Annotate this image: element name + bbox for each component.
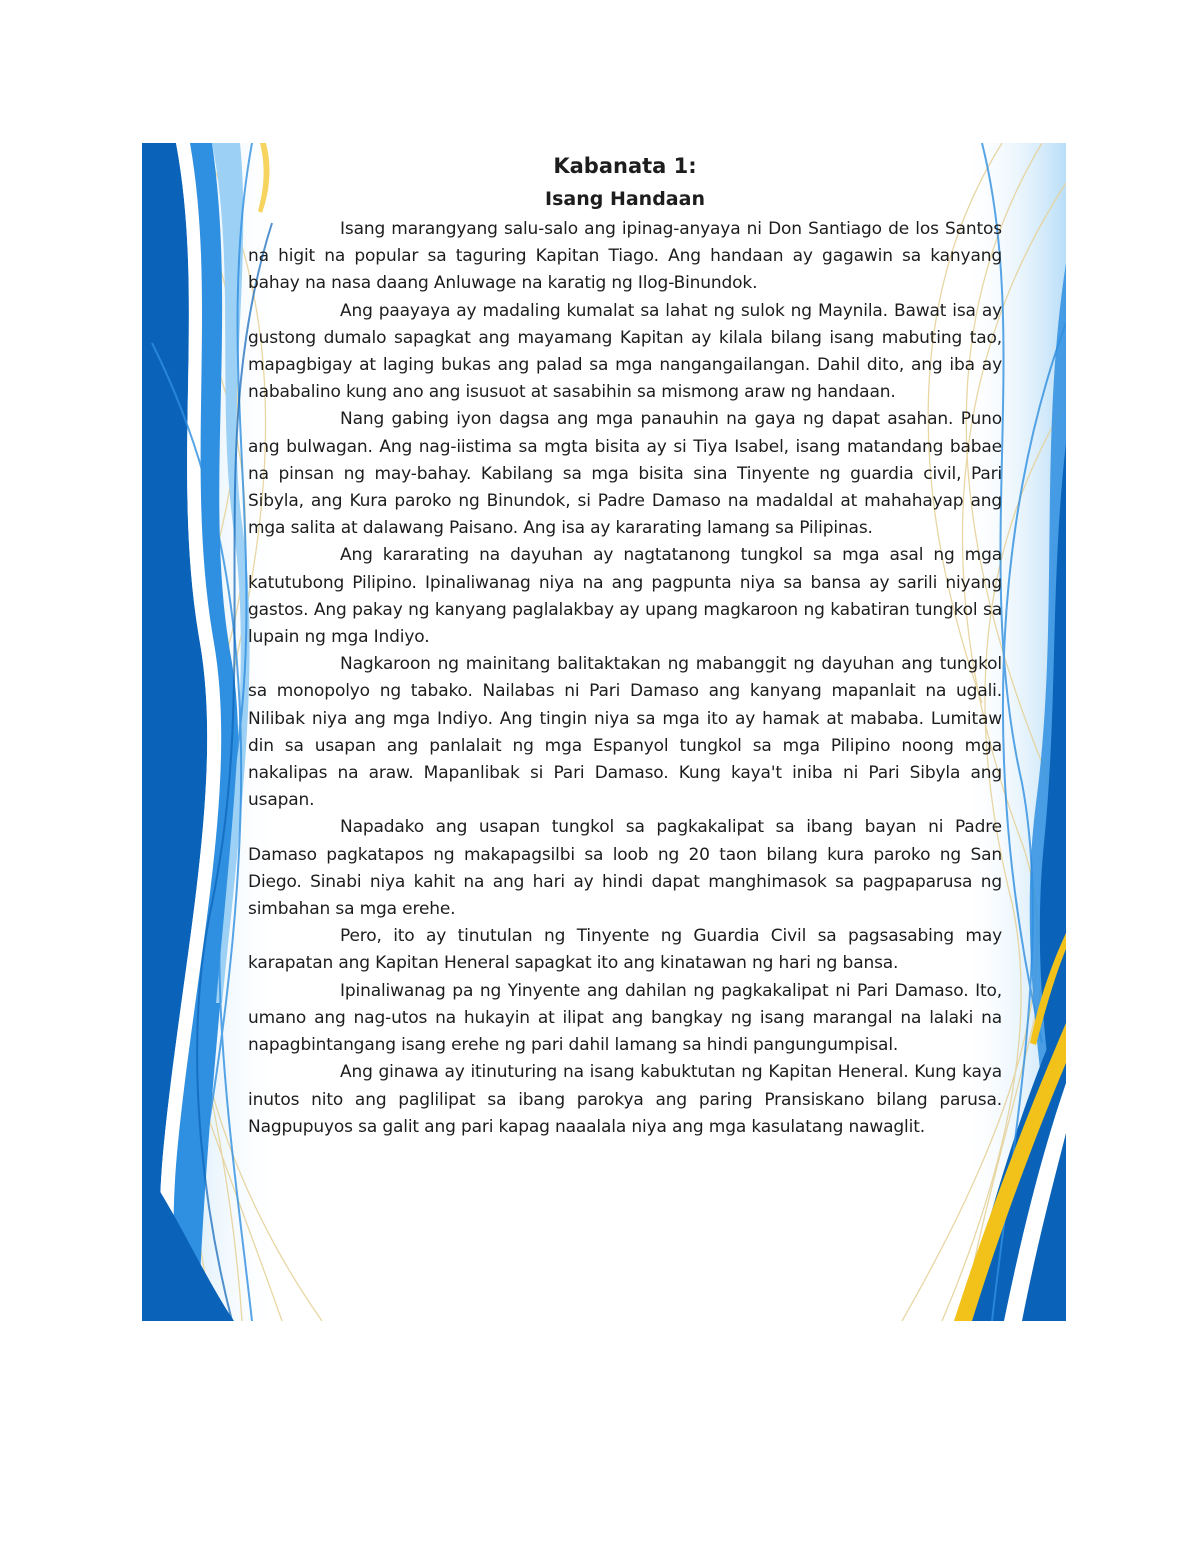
chapter-heading: Kabanata 1: <box>553 154 697 178</box>
paragraph: Nang gabing iyon dagsa ang mga panauhin na gaya ng dapat asahan. Puno ang bulwagan. Ang nag-iistima sa mgta bisita ay si Tiya Isabel, isang matandang babae na pinsan ng may-bahay. Kabilang sa mga bisita sina Tinyente ng guardia civil, Pari Sibyla, ang Kura paroko ng Binundok, si Padre Damaso na madaldal at mahahayap ang mga salita at dalawang Paisano. Ang isa ay kararating lamang sa Pilipinas. <box>248 409 1002 539</box>
paragraph: Ang paayaya ay madaling kumalat sa lahat ng sulok ng Maynila. Bawat isa ay gustong dumalo sapagkat ang mayamang Kapitan ay kilala bilang isang mabuting tao, mapagbigay at laging bukas ang palad sa mga nangangailangan. Dahil dito, ang iba ay nababalino kung ano ang isusuot at sasabihin sa mismong araw ng handaan. <box>248 300 1002 403</box>
paragraph: Isang marangyang salu-salo ang ipinag-anyaya ni Don Santiago de los Santos na higit na popular sa taguring Kapitan Tiago. Ang handaan ay gagawin sa kanyang bahay na nasa daang Anluwage na karatig ng Ilog-Binundok. <box>248 219 1002 294</box>
document-page <box>142 143 1066 1321</box>
paragraph: Ang kararating na dayuhan ay nagtatanong tungkol sa mga asal ng mga katutubong Pilipino. Ipinaliwanag niya na ang pagpunta niya sa bansa ay sarili niyang gastos. Ang pakay ng kanyang paglalakbay ay upang magkaroon ng kabatiran tungkol sa lupain ng mga Indiyo. <box>248 545 1002 648</box>
paragraph: Ang ginawa ay itinuturing na isang kabuktutan ng Kapitan Heneral. Kung kaya inutos nito ang paglilipat sa ibang parokya ang paring Pransiskano bilang parusa. Nagpupuyos sa galit ang pari kapag naaalala niya ang mga kasulatang nawaglit. <box>248 1062 1002 1137</box>
chapter-title: Isang Handaan <box>545 188 705 210</box>
paragraph: Ipinaliwanag pa ng Yinyente ang dahilan ng pagkakalipat ni Pari Damaso. Ito, umano ang nag-utos na hukayin at ilipat ang bangkay ng isang marangal na lalaki na napagbintangang isang erehe ng pari dahil lamang sa hindi pangungumpisal. <box>248 980 1002 1056</box>
paragraph: Pero, ito ay tinutulan ng Tinyente ng Guardia Civil sa pagsasabing may karapatan ang Kapitan Heneral sapagkat ito ang kinatawan ng hari ng bansa. <box>248 926 1002 974</box>
paragraph: Napadako ang usapan tungkol sa pagkakalipat sa ibang bayan ni Padre Damaso pagkatapos ng makapagsilbi sa loob ng 20 taon bilang kura paroko ng San Diego. Sinabi niya kahit na ang hari ay hindi dapat manghimasok sa pagpaparusa ng simbahan sa mga erehe. <box>248 817 1002 920</box>
page-content <box>248 149 1002 1141</box>
paragraph: Nagkaroon ng mainitang balitaktakan ng mabanggit ng dayuhan ang tungkol sa monopolyo ng tabako. Nailabas ni Pari Damaso ang kanyang mapanlait na ugali. Nilibak niya ang mga Indiyo. Ang tingin niya sa mga ito ay hamak at mababa. Lumitaw din sa usapan ang panlalait ng mga Espanyol tungkol sa mga Pilipino noong mga nakalipas na araw. Mapanlibak si Pari Damaso. Kung kaya't iniba ni Pari Sibyla ang usapan. <box>248 654 1002 811</box>
